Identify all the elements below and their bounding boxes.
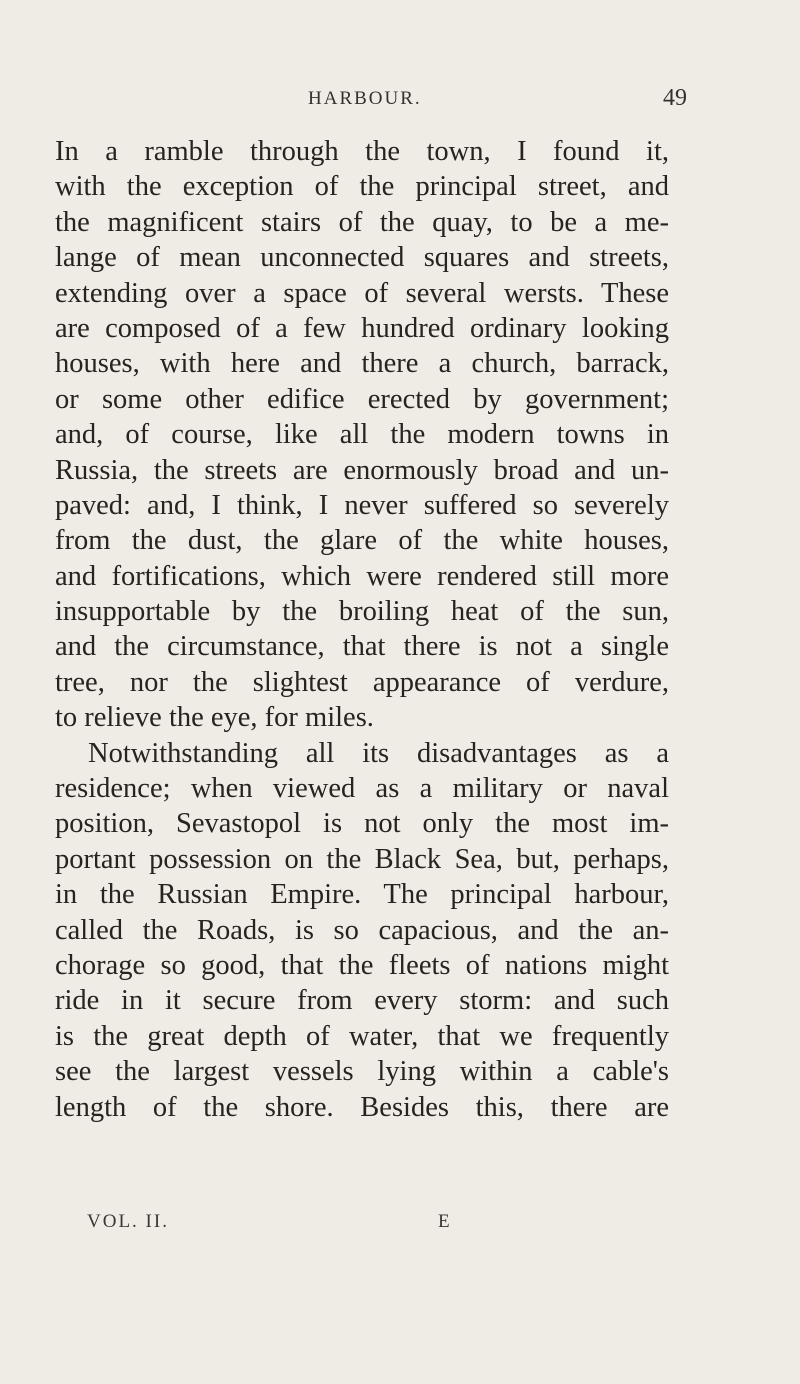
text-line: ride in it secure from every storm: and such [55, 985, 669, 1017]
text-line: with the exception of the principal street, and [55, 171, 669, 203]
text-line: length of the shore. Besides this, there are [55, 1091, 669, 1123]
text-line: Notwithstanding all its disadvantages as a [88, 737, 669, 769]
text-line: and fortifications, which were rendered still more [55, 560, 669, 592]
text-line: are composed of a few hundred ordinary looking [55, 312, 669, 344]
text-line: the magnificent stairs of the quay, to be a me- [55, 206, 669, 238]
page-footer [0, 1211, 800, 1241]
volume-label: VOL. II. [87, 1211, 169, 1232]
text-line: from the dust, the glare of the white houses, [55, 525, 669, 557]
text-line: to relieve the eye, for miles. [55, 702, 374, 734]
text-line: portant possession on the Black Sea, but, perhaps, [55, 843, 669, 875]
text-line: or some other edifice erected by government; [55, 383, 669, 415]
text-line: lange of mean unconnected squares and streets, [55, 242, 669, 274]
text-line: position, Sevastopol is not only the most im- [55, 808, 669, 840]
text-line: called the Roads, is so capacious, and the an- [55, 914, 669, 946]
text-line: houses, with here and there a church, barrack, [55, 348, 669, 380]
text-line: paved: and, I think, I never suffered so severely [55, 489, 669, 521]
text-line: extending over a space of several wersts. These [55, 277, 669, 309]
text-line: see the largest vessels lying within a cable's [55, 1056, 669, 1088]
text-line: is the great depth of water, that we frequently [55, 1020, 669, 1052]
running-header [0, 85, 800, 118]
text-line: in the Russian Empire. The principal harbour, [55, 879, 669, 911]
text-line: Russia, the streets are enormously broad and un- [55, 454, 669, 486]
text-line: residence; when viewed as a military or naval [55, 773, 669, 805]
text-line: tree, nor the slightest appearance of verdure, [55, 666, 669, 698]
text-line: chorage so good, that the fleets of nations might [55, 949, 669, 981]
body-text [55, 134, 669, 1125]
text-line: In a ramble through the town, I found it, [55, 136, 669, 167]
text-line: and, of course, like all the modern towns in [55, 419, 669, 451]
text-line: insupportable by the broiling heat of the sun, [55, 596, 669, 628]
running-title: HARBOUR. [308, 88, 422, 109]
signature-mark: E [438, 1211, 450, 1232]
page-number: 49 [663, 85, 687, 111]
text-line: and the circumstance, that there is not a single [55, 631, 669, 663]
